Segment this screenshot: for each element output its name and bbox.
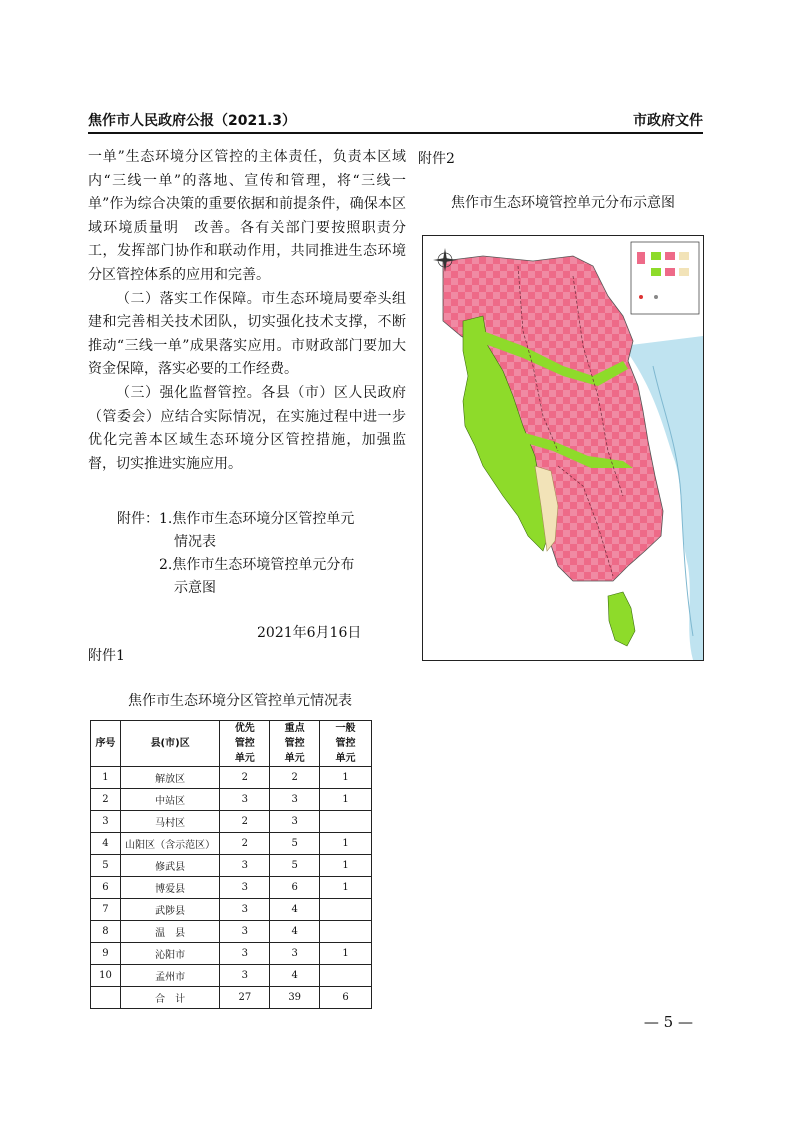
cell-general: 1 bbox=[320, 833, 372, 855]
cell-key: 3 bbox=[270, 943, 320, 965]
page-number: — 5 — bbox=[643, 1013, 693, 1031]
table-title: 焦作市生态环境分区管控单元情况表 bbox=[128, 693, 352, 709]
cell-general: 1 bbox=[320, 789, 372, 811]
col-header-key: 重点管控单元 bbox=[270, 721, 320, 767]
paragraph-3: （三）强化监督管控。各县（市）区人民政府（管委会）应结合实际情况，在实施过程中进一步优化完善本区域生态环境分区管控措施，加强监督，切实推进实施应用。 bbox=[88, 384, 406, 472]
col-header-district: 县(市)区 bbox=[120, 721, 220, 767]
table-row bbox=[91, 943, 372, 965]
cell-priority: 3 bbox=[220, 899, 270, 921]
cell-key: 5 bbox=[270, 855, 320, 877]
cell-district: 马村区 bbox=[120, 811, 220, 833]
attachment-1-label: 附件1 bbox=[88, 648, 125, 664]
priority-zone-south bbox=[608, 592, 635, 646]
attachment-item-2-cont: 示意图 bbox=[174, 580, 216, 596]
cell-key: 5 bbox=[270, 833, 320, 855]
cell-district: 山阳区（含示范区） bbox=[120, 833, 220, 855]
cell-district: 武陟县 bbox=[120, 899, 220, 921]
attachment-item-1: 1.焦作市生态环境分区管控单元 bbox=[159, 511, 355, 527]
attachment-item-1-cont: 情况表 bbox=[174, 534, 216, 550]
cell-key: 3 bbox=[270, 811, 320, 833]
map-legend bbox=[631, 242, 699, 314]
cell-key: 39 bbox=[270, 987, 320, 1009]
cell-index: 7 bbox=[91, 899, 121, 921]
cell-general: 1 bbox=[320, 855, 372, 877]
cell-key: 4 bbox=[270, 899, 320, 921]
cell-index: 5 bbox=[91, 855, 121, 877]
cell-index: 4 bbox=[91, 833, 121, 855]
col-header-priority: 优先管控单元 bbox=[220, 721, 270, 767]
cell-general bbox=[320, 811, 372, 833]
cell-priority: 27 bbox=[220, 987, 270, 1009]
cell-district: 合 计 bbox=[120, 987, 220, 1009]
publication-title: 焦作市人民政府公报（2021.3） bbox=[88, 113, 297, 129]
cell-priority: 3 bbox=[220, 877, 270, 899]
paragraph-1: 一单”生态环境分区管控的主体责任，负责本区域内“三线一单”的落地、宣传和管理，将“三线一单”作为综合决策的重要依据和前提条件，确保本区域环境质量明 改善。各有关部门要按照职责分工，发挥部门协作和联动作用，共同推进生态环境分区管控体系的应用和完善。 bbox=[88, 149, 406, 283]
cell-general: 6 bbox=[320, 987, 372, 1009]
cell-district: 修武县 bbox=[120, 855, 220, 877]
table-row bbox=[91, 921, 372, 943]
cell-general bbox=[320, 921, 372, 943]
cell-district: 中站区 bbox=[120, 789, 220, 811]
table-row bbox=[91, 987, 372, 1009]
cell-key: 4 bbox=[270, 921, 320, 943]
cell-index: 1 bbox=[91, 767, 121, 789]
cell-index: 10 bbox=[91, 965, 121, 987]
district-map bbox=[423, 236, 703, 660]
cell-priority: 2 bbox=[220, 811, 270, 833]
cell-key: 6 bbox=[270, 877, 320, 899]
section-title: 市政府文件 bbox=[633, 113, 703, 129]
cell-key: 4 bbox=[270, 965, 320, 987]
cell-district: 解放区 bbox=[120, 767, 220, 789]
col-header-general: 一般管控单元 bbox=[320, 721, 372, 767]
cell-priority: 2 bbox=[220, 767, 270, 789]
cell-district: 沁阳市 bbox=[120, 943, 220, 965]
cell-index: 3 bbox=[91, 811, 121, 833]
cell-district: 温 县 bbox=[120, 921, 220, 943]
table-row bbox=[91, 965, 372, 987]
attachment-list bbox=[117, 508, 354, 600]
table-row bbox=[91, 877, 372, 899]
cell-key: 2 bbox=[270, 767, 320, 789]
table-header-row bbox=[91, 721, 372, 767]
cell-index: 6 bbox=[91, 877, 121, 899]
table-row bbox=[91, 767, 372, 789]
cell-index: 8 bbox=[91, 921, 121, 943]
attachment-2-label: 附件2 bbox=[418, 151, 455, 167]
cell-general bbox=[320, 899, 372, 921]
cell-priority: 3 bbox=[220, 855, 270, 877]
table-row bbox=[91, 833, 372, 855]
table-row bbox=[91, 855, 372, 877]
map-frame bbox=[422, 235, 704, 661]
document-date: 2021年6月16日 bbox=[257, 625, 362, 641]
control-units-table bbox=[90, 720, 372, 1009]
cell-general: 1 bbox=[320, 877, 372, 899]
cell-priority: 3 bbox=[220, 943, 270, 965]
cell-key: 3 bbox=[270, 789, 320, 811]
cell-priority: 3 bbox=[220, 921, 270, 943]
cell-general bbox=[320, 965, 372, 987]
table-row bbox=[91, 899, 372, 921]
cell-district: 博爱县 bbox=[120, 877, 220, 899]
cell-general: 1 bbox=[320, 767, 372, 789]
table-row bbox=[91, 789, 372, 811]
cell-priority: 3 bbox=[220, 965, 270, 987]
cell-priority: 2 bbox=[220, 833, 270, 855]
map-title: 焦作市生态环境管控单元分布示意图 bbox=[451, 195, 675, 211]
paragraph-2: （二）落实工作保障。市生态环境局要牵头组建和完善相关技术团队，切实强化技术支撑，不断推动“三线一单”成果落实应用。市财政部门要加大资金保障，落实必要的工作经费。 bbox=[88, 290, 406, 378]
cell-index: 2 bbox=[91, 789, 121, 811]
cell-index bbox=[91, 987, 121, 1009]
table-row bbox=[91, 811, 372, 833]
attachment-lead: 附件： bbox=[117, 511, 159, 527]
cell-general: 1 bbox=[320, 943, 372, 965]
cell-index: 9 bbox=[91, 943, 121, 965]
body-text bbox=[88, 146, 406, 476]
attachment-item-2: 2.焦作市生态环境管控单元分布 bbox=[159, 557, 355, 573]
header-rule bbox=[88, 132, 703, 134]
cell-priority: 3 bbox=[220, 789, 270, 811]
cell-district: 孟州市 bbox=[120, 965, 220, 987]
col-header-index: 序号 bbox=[91, 721, 121, 767]
